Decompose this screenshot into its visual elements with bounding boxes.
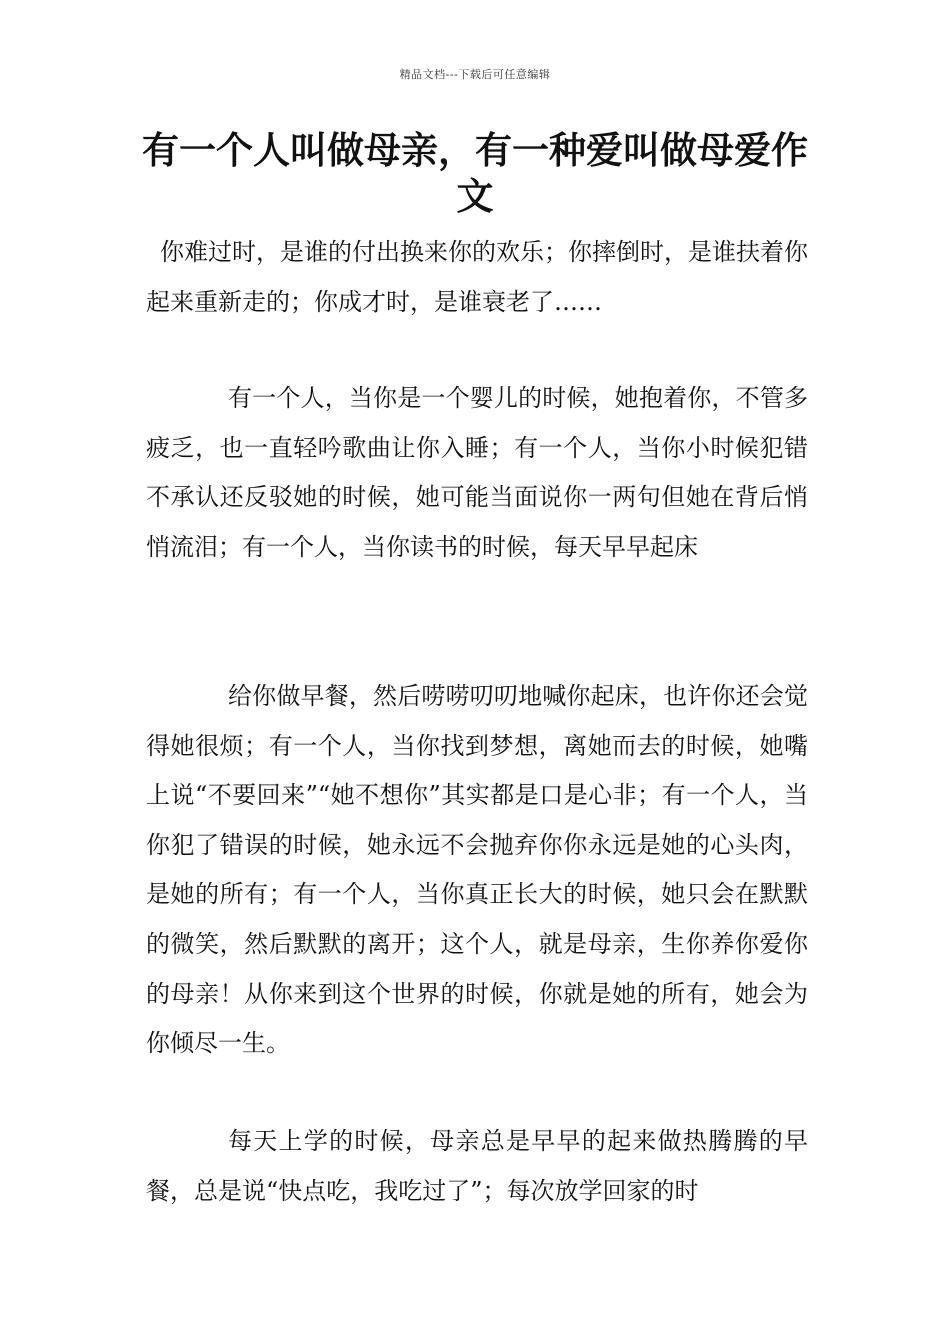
- header-note: 精品文档---下载后可任意编辑: [399, 68, 551, 81]
- document-title: 有一个人叫做母亲，有一种爱叫做母爱作文: [142, 129, 808, 218]
- body-paragraph-3: 每天上学的时候，母亲总是早早的起来做热腾腾的早餐，总是说“快点吃，我吃过了”；每次放学回家的时: [146, 1127, 808, 1205]
- body-paragraph-2: 给你做早餐，然后唠唠叨叨地喊你起床，也许你还会觉得她很烦；有一个人，当你找到梦想，离她而去的时候，她嘴上说“不要回来”“她不想你”其实都是口是心非；有一个人，当你犯了错误的时候，她永远不会抛弃你你永远是她的心头肉，是她的所有；有一个人，当你真正长大的时候，她只会在默默的微笑，然后默默的离开；这个人，就是母亲，生你养你爱你的母亲！从你来到这个世界的时候，你就是她的所有，她会为你倾尽一生。: [146, 682, 808, 1058]
- intro-paragraph: 你难过时，是谁的付出换来你的欢乐；你摔倒时，是谁扶着你起来重新走的；你成才时，是谁衰老了……: [146, 238, 808, 316]
- body-paragraph-1: 有一个人，当你是一个婴儿的时候，她抱着你，不管多疲乏，也一直轻吟歌曲让你入睡；有一个人，当你小时候犯错不承认还反驳她的时候，她可能当面说你一两句但她在背后悄悄流泪；有一个人，当你读书的时候，每天早早起床: [146, 384, 808, 561]
